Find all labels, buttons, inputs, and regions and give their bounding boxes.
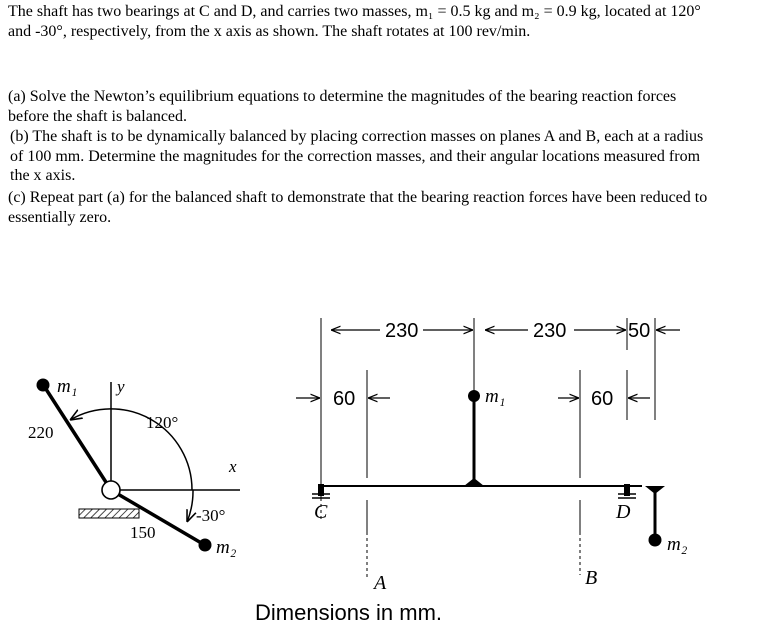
problem-part-b: (b) The shaft is to be dynamically balanced by placing correction masses on planes A and B, each at a radius of 100 mm. Determine the magnitudes for the correction masses, and their angular locations measured from the x axis. — [10, 128, 704, 184]
label-x: x — [229, 457, 237, 476]
end-view — [28, 376, 240, 558]
side-view — [296, 318, 688, 594]
side-mass-m2-dot — [649, 534, 662, 547]
label-m2: m₂ — [216, 537, 237, 558]
label-angle-30: -30° — [196, 506, 226, 525]
problem-part-a: (a) Solve the Newton’s equilibrium equations to determine the magnitudes of the bearing reaction forces before the shaft is balanced. — [8, 88, 677, 125]
ground-hatch — [79, 509, 139, 518]
label-y: y — [117, 377, 125, 396]
arm-m1 — [44, 386, 111, 490]
problem-part-c: (c) Repeat part (a) for the balanced shaft to demonstrate that the bearing reaction forces have been reduced to essentially zero. — [8, 189, 708, 226]
label-radius-150: 150 — [130, 523, 156, 542]
side-hub-m1 — [464, 478, 484, 486]
figure-caption: Dimensions in mm. — [255, 600, 443, 625]
label-plane-a: A — [374, 572, 387, 594]
shaft-hub — [102, 481, 120, 499]
side-mass-m1-dot — [468, 390, 480, 402]
dim-60-right: 60 — [591, 388, 614, 410]
side-hub-m2 — [645, 486, 665, 494]
label-radius-220: 220 — [28, 423, 54, 442]
dim-60-left: 60 — [333, 388, 356, 410]
label-m1: m₁ — [57, 376, 78, 397]
dim-230-second: 230 — [533, 320, 567, 342]
label-bearing-c: C — [314, 501, 328, 523]
side-label-m1: m₁ — [485, 386, 506, 407]
side-label-m2: m₂ — [667, 534, 688, 555]
angle-30-arc — [187, 490, 193, 522]
mass-m2-dot — [199, 539, 212, 552]
dim-50: 50 — [628, 320, 651, 342]
label-angle-120: 120° — [146, 413, 179, 432]
dim-230-first: 230 — [385, 320, 419, 342]
mass-m1-dot — [37, 379, 50, 392]
problem-intro: The shaft has two bearings at C and D, and carries two masses, m₁ = 0.5 kg and m₂ = 0.9 kg, located at 120° and -30°, respectively, from the x axis as shown. The shaft rotates at 100 rev/min. — [8, 3, 701, 40]
label-bearing-d: D — [616, 501, 631, 523]
label-plane-b: B — [585, 567, 598, 589]
